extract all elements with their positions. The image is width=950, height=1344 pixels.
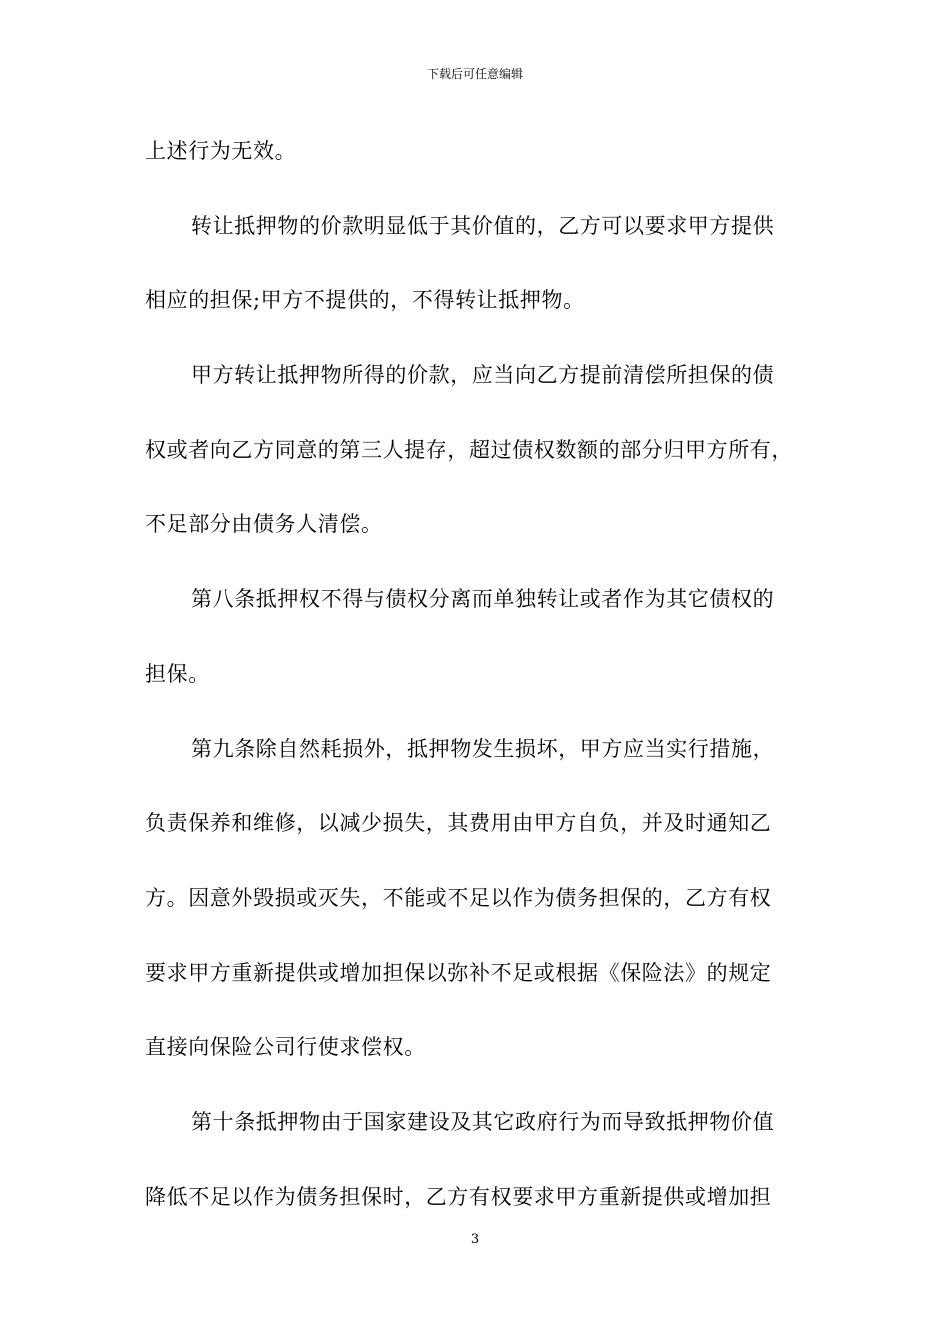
- header-note: 下载后可任意编辑: [426, 67, 523, 81]
- text-line: 上述行为无效。: [145, 139, 297, 163]
- document-body: [145, 131, 810, 1251]
- text-line: 第八条抵押权不得与债权分离而单独转让或者作为其它债权的: [191, 587, 775, 612]
- text-line: 甲方转让抵押物所得的价款，应当向乙方提前清偿所担保的债: [191, 363, 775, 388]
- text-line: 负责保养和维修，以减少损失，其费用由甲方自负，并及时通知乙: [145, 811, 772, 836]
- text-line: 第十条抵押物由于国家建设及其它政府行为而导致抵押物价值: [191, 1109, 775, 1134]
- text-line: 直接向保险公司行使求偿权。: [145, 1035, 426, 1060]
- text-line: 第九条除自然耗损外，抵押物发生损坏，甲方应当实行措施，: [191, 736, 775, 761]
- text-line: 权或者向乙方同意的第三人提存，超过债权数额的部分归甲方所有，: [145, 437, 793, 462]
- page-number: 3: [470, 1232, 480, 1247]
- text-line: 不足部分由债务人清偿。: [145, 512, 383, 537]
- text-line: 方。因意外毁损或灭失，不能或不足以作为债务担保的，乙方有权: [145, 885, 772, 910]
- text-line: 要求甲方重新提供或增加担保以弥补不足或根据《保险法》的规定: [145, 960, 772, 985]
- text-line: 降低不足以作为债务担保时，乙方有权要求甲方重新提供或增加担: [145, 1184, 772, 1209]
- text-line: 相应的担保;甲方不提供的，不得转让抵押物。: [145, 288, 585, 313]
- text-line: 转让抵押物的价款明显低于其价值的，乙方可以要求甲方提供: [191, 213, 775, 238]
- text-line: 担保。: [145, 661, 210, 686]
